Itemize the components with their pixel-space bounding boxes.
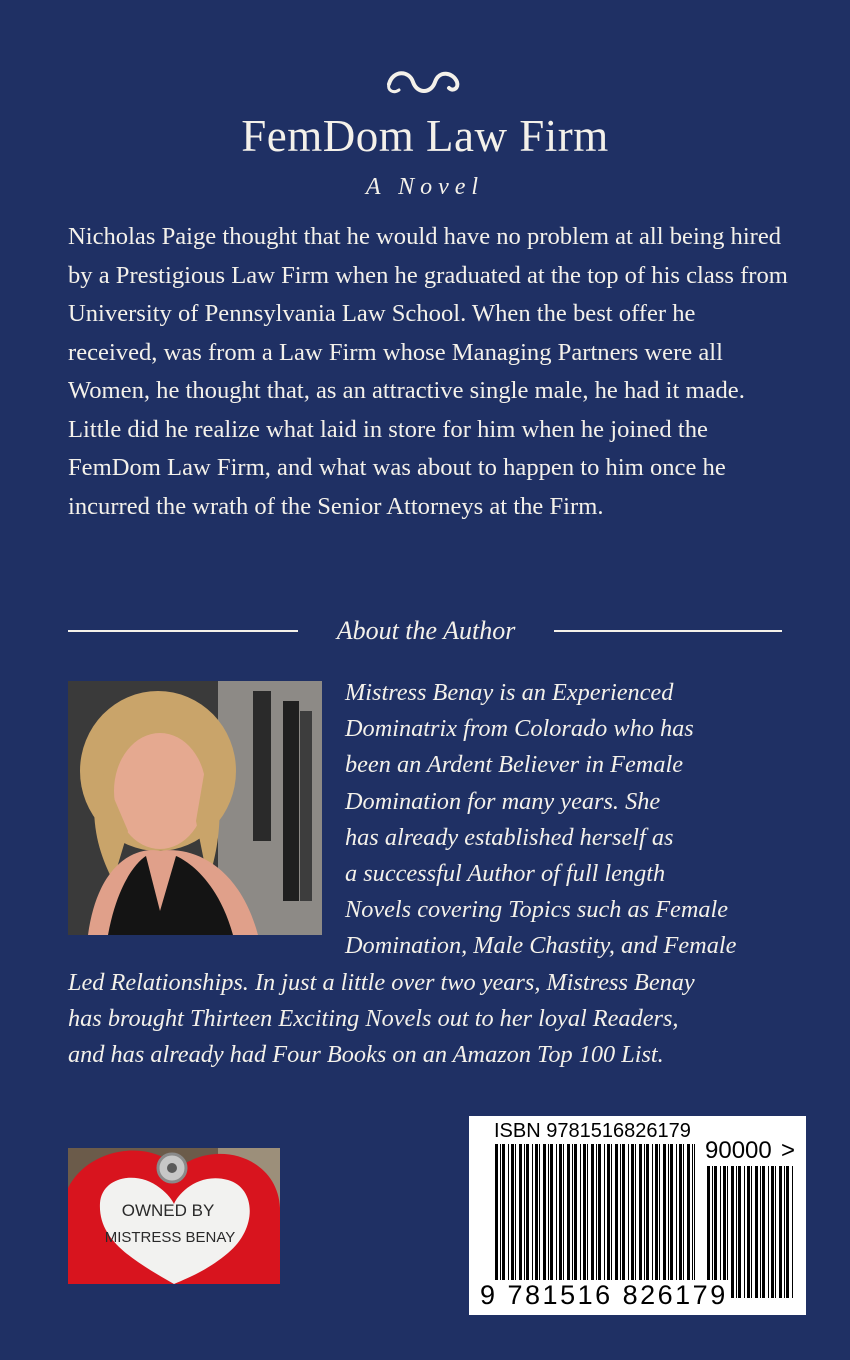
barcode-bar xyxy=(676,1144,677,1298)
barcode-bar xyxy=(559,1144,562,1298)
barcode-bar xyxy=(751,1166,752,1298)
about-author-divider xyxy=(68,612,782,652)
barcode-bar xyxy=(771,1166,774,1298)
isbn-barcode xyxy=(469,1116,806,1315)
barcode-bar xyxy=(786,1166,789,1298)
about-author-heading: About the Author xyxy=(336,616,516,645)
bio-line: Dominatrix from Colorado who has xyxy=(345,715,694,743)
barcode-bar xyxy=(712,1166,713,1298)
barcode-bar xyxy=(744,1166,745,1298)
barcode-bar xyxy=(535,1144,538,1298)
barcode-bar xyxy=(762,1166,765,1298)
barcode-bar xyxy=(635,1144,636,1298)
bio-line: has brought Thirteen Exciting Novels out to her loyal Readers, xyxy=(68,1004,679,1032)
owned-by-tag-photo xyxy=(68,1148,280,1284)
barcode-bar xyxy=(723,1166,726,1298)
barcode-bar xyxy=(604,1144,605,1298)
barcode-bar xyxy=(784,1166,785,1298)
divider-line-left xyxy=(68,630,298,632)
barcode-bar xyxy=(692,1144,693,1298)
barcode-bar xyxy=(668,1144,669,1298)
barcode-bar xyxy=(644,1144,645,1298)
barcode-bar xyxy=(502,1144,505,1298)
barcode-bar xyxy=(646,1144,649,1298)
barcode-bar xyxy=(615,1144,618,1298)
swash-ornament-icon xyxy=(383,62,467,102)
barcode-bar xyxy=(683,1144,684,1298)
book-title: FemDom Law Firm xyxy=(241,111,609,161)
barcode-bar xyxy=(738,1166,741,1298)
barcode-bar xyxy=(736,1166,737,1298)
barcode-bar xyxy=(539,1144,540,1298)
barcode-bar xyxy=(563,1144,564,1298)
barcode-bar xyxy=(727,1166,728,1298)
barcode-bar xyxy=(495,1144,498,1298)
barcode-bar xyxy=(543,1144,546,1298)
barcode-bar xyxy=(607,1144,610,1298)
barcode-bar xyxy=(652,1144,653,1298)
barcode-bar xyxy=(720,1166,721,1298)
barcode-bar xyxy=(511,1144,514,1298)
price-arrow: > xyxy=(781,1137,796,1164)
barcode-bar xyxy=(714,1166,717,1298)
barcode-bar xyxy=(526,1144,529,1298)
barcode-bar xyxy=(548,1144,549,1298)
bio-line: Novels covering Topics such as Female xyxy=(345,896,729,924)
bio-line: a successful Author of full length xyxy=(345,860,666,888)
barcode-bar xyxy=(583,1144,586,1298)
barcode-bar xyxy=(687,1144,690,1298)
barcode-bar xyxy=(760,1166,761,1298)
barcode-bar xyxy=(515,1144,516,1298)
barcode-bar xyxy=(567,1144,570,1298)
bio-line: has already established herself as xyxy=(345,823,674,851)
isbn-label: ISBN 9781516826179 xyxy=(494,1120,691,1142)
barcode-bar xyxy=(524,1144,525,1298)
barcode-bar xyxy=(707,1166,710,1298)
barcode-bar xyxy=(598,1144,601,1298)
bio-line: Domination for many years. She xyxy=(345,787,661,815)
barcode-bar xyxy=(655,1144,658,1298)
barcode-bar xyxy=(587,1144,588,1298)
barcode-bar xyxy=(591,1144,594,1298)
tag-line-owned-by: OWNED BY xyxy=(121,1201,215,1220)
bio-line: Domination, Male Chastity, and Female xyxy=(345,932,737,960)
barcode-bar xyxy=(500,1144,501,1298)
barcode-bar xyxy=(679,1144,682,1298)
barcode-bar xyxy=(620,1144,621,1298)
divider-line-right xyxy=(554,630,782,632)
barcode-bar xyxy=(550,1144,553,1298)
barcode-bar xyxy=(747,1166,750,1298)
barcode-bar xyxy=(775,1166,776,1298)
barcode-bar xyxy=(755,1166,758,1298)
barcode-bar xyxy=(659,1144,660,1298)
barcode-bar xyxy=(508,1144,509,1298)
bio-line: Led Relationships. In just a little over two years, Mistress Benay xyxy=(68,968,695,996)
barcode-bar xyxy=(580,1144,581,1298)
barcode-bar xyxy=(572,1144,573,1298)
barcode-bar xyxy=(731,1166,734,1298)
book-blurb: Nicholas Paige thought that he would have no problem at all being hired by a Prestigious Law Firm when he graduated at the top of his class from University of Pennsylvania Law School. When the best offer he received, was from a Law Firm whose Managing Partners were all Women, he thought that, as an attractive single male, he had it made. Little did he realize what laid in store for him when he joined the FemDom Law Firm, and what was about to happen to him once he incurred the wrath of the Senior Attorneys at the Firm. xyxy=(68,223,788,520)
tag-line-name: MISTRESS BENAY xyxy=(104,1229,236,1246)
barcode-bar xyxy=(631,1144,634,1298)
barcode-bar xyxy=(694,1144,695,1298)
barcode-bar xyxy=(532,1144,533,1298)
book-subtitle: A Novel xyxy=(365,174,485,200)
barcode-bar xyxy=(628,1144,629,1298)
barcode-bar xyxy=(670,1144,673,1298)
barcode-bar xyxy=(519,1144,522,1298)
bio-line: been an Ardent Believer in Female xyxy=(345,751,684,779)
barcode-bar xyxy=(792,1166,793,1298)
barcode-bar xyxy=(611,1144,612,1298)
barcode-bar xyxy=(574,1144,577,1298)
barcode-bar xyxy=(596,1144,597,1298)
author-bio xyxy=(68,675,786,1073)
barcode-bar xyxy=(779,1166,782,1298)
barcode-bar xyxy=(768,1166,769,1298)
barcode-bar xyxy=(663,1144,666,1298)
barcode-bar xyxy=(639,1144,642,1298)
bio-line: Mistress Benay is an Experienced xyxy=(345,679,674,706)
barcode-digits: 9 781516 826179 xyxy=(480,1280,728,1310)
price-code: 90000 xyxy=(705,1137,772,1164)
bio-line: and has already had Four Books on an Amazon Top 100 List. xyxy=(68,1041,664,1069)
barcode-bar xyxy=(556,1144,557,1298)
barcode-bar xyxy=(622,1144,625,1298)
